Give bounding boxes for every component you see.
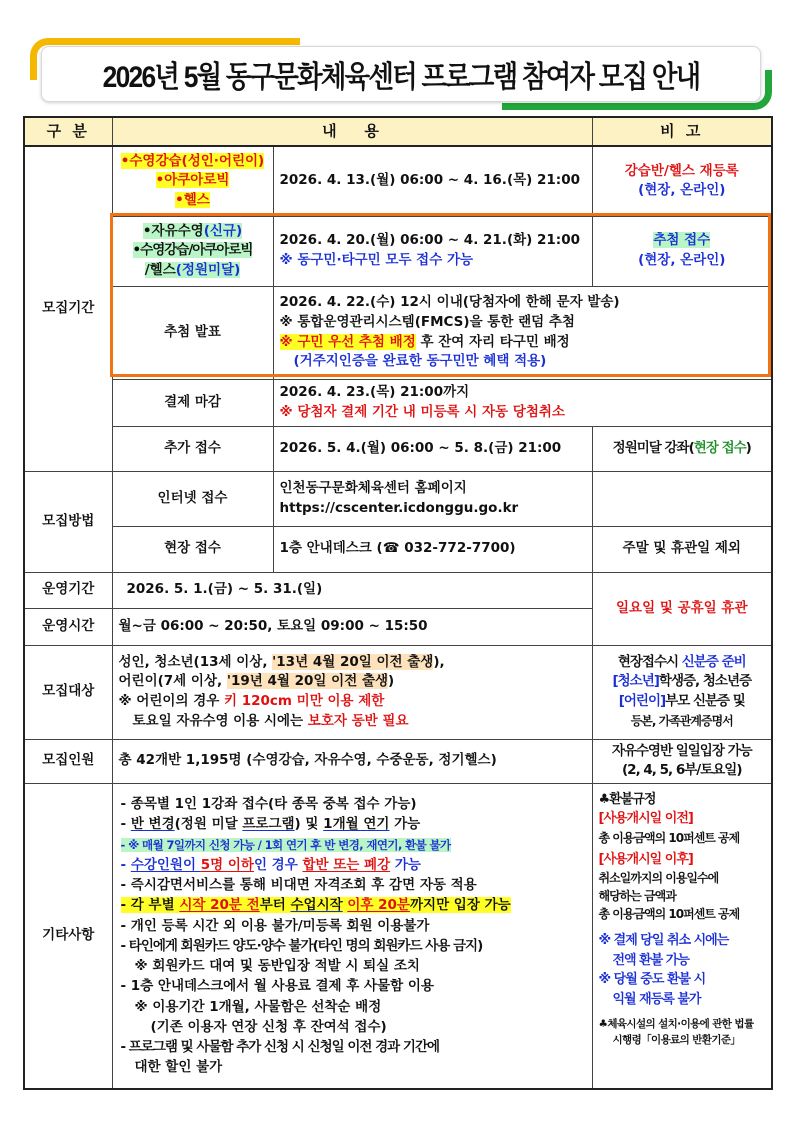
- note-text: ※ 동구민·타구민 모두 접수 가능: [279, 252, 474, 268]
- dates-cell: [273, 216, 592, 286]
- refund-note: ※ 당월 중도 환불 시: [598, 972, 706, 988]
- detail-text: 토요일 자유수영 이용 시에는: [132, 712, 308, 729]
- refund-after-text: 취소일까지의 이용일수에: [598, 871, 719, 886]
- sub-label-onsite: 현장 접수: [112, 526, 273, 572]
- refund-after-text: 총 이용금액의 10퍼센트 공제: [598, 907, 740, 922]
- header-content: 내 용: [112, 117, 592, 146]
- birthdate-text: '13년 4월 20일 이전 출생: [272, 653, 434, 670]
- detail-text: 2026. 4. 22.(수) 12시 이내(당첨자에 한해 문자 발송): [279, 294, 620, 311]
- detail-text: (거주지인증을 완료한 동구민만 혜택 적용): [293, 353, 547, 370]
- dates-cell: 2026. 5. 4.(월) 06:00 ~ 5. 8.(금) 21:00: [273, 426, 592, 471]
- refund-before-label: [사용개시일 이전]: [598, 811, 693, 827]
- onsite-details-cell: [273, 526, 592, 572]
- rule-item: [121, 835, 586, 855]
- banner-card: [41, 46, 761, 102]
- club-icon: ♣: [598, 1018, 608, 1031]
- rule-text: 시작 20분 전: [179, 897, 260, 914]
- remark-text: (현장, 온라인): [638, 182, 726, 199]
- row-label-operation-hours: 운영시간: [24, 608, 112, 645]
- rule-text: 이후 20분: [347, 897, 410, 914]
- header-category: 구 분: [24, 117, 112, 146]
- program-item: •수영강습(성인·어린이): [120, 152, 265, 169]
- rule-item: ※ 이용기간 1개월, 사물함은 선착순 배정: [134, 998, 382, 1015]
- remark-text: 부모 신분증 및: [665, 693, 745, 709]
- program-item: •헬스: [175, 192, 210, 209]
- remark-text: 정원미달 강좌(: [612, 439, 694, 456]
- remark-cell: [592, 146, 772, 216]
- page-title: 2026년 5월 동구문화체육센터 프로그램 참여자 모집 안내: [102, 61, 700, 94]
- row-label-headcount: 모집인원: [24, 739, 112, 783]
- phone-number: 032-772-7700): [399, 540, 516, 557]
- birthdate-text: '19년 4월 20일 이전 출생: [226, 673, 389, 690]
- remark-text: ): [745, 439, 751, 456]
- bullet: -: [120, 816, 131, 833]
- remark-text: [청소년]: [612, 673, 659, 690]
- recruitment-table: [23, 116, 773, 1090]
- detail-text: 2026. 4. 23.(목) 21:00까지: [279, 383, 470, 400]
- remark-cell: [592, 216, 772, 286]
- rule-text: 프로그램: [242, 816, 295, 833]
- remark-cell: [592, 645, 772, 739]
- highlight-text: ※ 구민 우선 추첨 배정: [279, 333, 416, 350]
- detail-text: 후 잔여 자리 타구민 배정: [415, 333, 570, 350]
- rule-text: 가능: [389, 816, 421, 833]
- sub-label-payment-deadline: 결제 마감: [112, 379, 273, 426]
- title-banner: [30, 38, 772, 110]
- table-row: [24, 426, 772, 471]
- law-text: 체육시설의 설치·이용에 관한 법률: [607, 1018, 754, 1031]
- online-details-cell: [273, 471, 592, 526]
- program-item: /헬스: [144, 261, 176, 278]
- remark-text: [어린이]: [618, 693, 666, 709]
- row-label-misc: 기타사항: [24, 783, 112, 1089]
- table-row: [24, 572, 772, 608]
- remark-cell: 주말 및 휴관일 제외: [592, 526, 772, 572]
- remark-text: 현장 접수: [693, 439, 746, 456]
- detail-text: ※ 어린이의 경우: [118, 693, 224, 709]
- club-icon: ♣: [598, 791, 610, 807]
- refund-before-text: 총 이용금액의 10퍼센트 공제: [598, 830, 740, 845]
- table-row: [24, 216, 772, 286]
- rule-text: 수강인원이: [130, 856, 201, 873]
- bullet: -: [120, 856, 131, 873]
- refund-after-text: 해당하는 금액과: [598, 889, 676, 904]
- detail-text: ※ 통합운영관리시스템(FMCS)을 통한 랜덤 추첨: [279, 313, 575, 330]
- refund-after-label: [사용개시일 이후]: [598, 851, 693, 867]
- detail-text: ),: [433, 653, 445, 670]
- remark-text: 추첨 접수: [653, 232, 711, 249]
- remark-cell: [592, 739, 772, 783]
- programs-cell: [112, 216, 273, 286]
- refund-title-text: 환불규정: [609, 791, 656, 807]
- website-link[interactable]: https://cscenter.icdonggu.go.kr: [279, 499, 519, 516]
- header-remarks: 비 고: [592, 117, 772, 146]
- remark-text: 현장접수시: [617, 653, 682, 670]
- operation-hours-value: 월~금 06:00 ~ 20:50, 토요일 09:00 ~ 15:50: [112, 608, 592, 645]
- row-label-target: 모집대상: [24, 645, 112, 739]
- phone-icon: ☎: [382, 540, 400, 557]
- rule-item: - 개인 등록 시간 외 이용 불가/미등록 회원 이용불가: [120, 917, 430, 934]
- operation-period-value: 2026. 5. 1.(금) ~ 5. 31.(일): [112, 572, 592, 608]
- remark-cell: [592, 471, 772, 526]
- table-row: [24, 739, 772, 783]
- programs-cell: [112, 146, 273, 216]
- rule-item: - 종목별 1인 1강좌 접수(타 종목 중복 접수 가능): [120, 796, 417, 813]
- remark-text: 자유수영반 일일입장 가능: [611, 742, 752, 759]
- program-item: •아쿠아로빅: [155, 172, 230, 189]
- rule-item: - 프로그램 및 사물함 추가 신청 시 신청일 이전 경과 기간에: [120, 1039, 440, 1056]
- sub-label-additional-registration: 추가 접수: [112, 426, 273, 471]
- sub-label-online: 인터넷 접수: [112, 471, 273, 526]
- rule-text: 부터: [259, 897, 291, 914]
- law-reference: [599, 1017, 766, 1033]
- headcount-value: 총 42개반 1,195명 (수영강습, 자유수영, 수중운동, 정기헬스): [112, 739, 592, 783]
- table-row: [24, 783, 772, 1089]
- rule-text: - 각 부별: [120, 897, 180, 914]
- rule-item: [121, 855, 586, 875]
- target-details-cell: [112, 645, 592, 739]
- detail-text: 1층 안내데스크 (: [279, 540, 383, 557]
- rule-item: - 즉시감면서비스를 통해 비대면 자격조회 후 감면 자동 적용: [120, 877, 477, 894]
- dates-cell: 2026. 4. 13.(월) 06:00 ~ 4. 16.(목) 21:00: [273, 146, 592, 216]
- table-row: [24, 379, 772, 426]
- row-label-operation-period: 운영기간: [24, 572, 112, 608]
- row-label-recruit-period: 모집기간: [24, 146, 112, 471]
- closed-days-remark: 일요일 및 공휴일 휴관: [592, 572, 772, 645]
- table-header-row: [24, 117, 772, 146]
- remark-text: 신분증 준비: [681, 653, 746, 670]
- program-tag: (신규): [203, 222, 243, 239]
- rule-text: 까지만 입장 가능: [409, 897, 511, 914]
- table-row: [24, 286, 772, 379]
- rule-item: - 1층 안내데스크에서 월 사용료 결제 후 사물함 이용: [120, 978, 434, 995]
- warning-text: ※ 당첨자 결제 기간 내 미등록 시 자동 당첨취소: [279, 403, 565, 420]
- rule-text: (정원 미달: [174, 816, 243, 833]
- sub-label-lottery-announcement: 추첨 발표: [112, 286, 273, 379]
- table-row: [24, 471, 772, 526]
- refund-policy-cell: [592, 783, 772, 1089]
- refund-note: ※ 결제 당일 취소 시에는: [598, 933, 729, 949]
- warning-text: 보호자 동반 필요: [307, 712, 409, 729]
- row-label-recruit-method: 모집방법: [24, 471, 112, 572]
- rule-item: 대한 할인 불가: [134, 1059, 223, 1076]
- detail-text: 인천동구문화체육센터 홈페이지: [279, 479, 467, 496]
- remark-text: (현장, 온라인): [638, 252, 726, 268]
- warning-text: 키 120cm 미만 이용 제한: [223, 693, 385, 709]
- rule-text: 가능: [390, 856, 421, 873]
- program-tag: (정원미달): [175, 261, 241, 278]
- table-row: [24, 645, 772, 739]
- program-item: •수영강습/아쿠아로빅: [132, 242, 253, 259]
- payment-details-cell: [273, 379, 772, 426]
- remark-text: 학생증, 청소년증: [658, 673, 752, 690]
- remark-text: (2, 4, 5, 6부/토요일): [622, 762, 742, 779]
- rule-item: (기존 이용자 연장 신청 후 잔여석 접수): [150, 1018, 387, 1035]
- detail-text: 어린이(7세 이상,: [118, 673, 227, 690]
- remark-text: 등본, 가족관계증명서: [630, 713, 733, 728]
- rule-item: ※ 회원카드 대여 및 동반입장 적발 시 퇴실 조치: [134, 958, 420, 975]
- rule-text: 1개월 연기: [323, 816, 390, 833]
- table-row: [24, 526, 772, 572]
- rule-text: 인 경우: [253, 856, 303, 873]
- rule-text: 수업시작: [290, 897, 343, 914]
- program-item: •자유수영: [142, 222, 204, 239]
- refund-note: 전액 환불 가능: [612, 952, 689, 968]
- refund-title: [599, 790, 766, 810]
- refund-note: 익월 재등록 불가: [612, 991, 701, 1007]
- table-row: [24, 146, 772, 216]
- rule-text: 합반 또는 폐강: [302, 856, 391, 873]
- rule-text: 반 변경: [130, 816, 175, 833]
- rule-item: [121, 814, 586, 834]
- lottery-details-cell: [273, 286, 772, 379]
- detail-text: ): [388, 673, 395, 690]
- remark-text: 강습반/헬스 재등록: [624, 162, 739, 179]
- misc-details-cell: [112, 783, 592, 1089]
- detail-text: 성인, 청소년(13세 이상,: [118, 653, 273, 670]
- rule-item: - 타인에게 회원카드 양도·양수 불가(타인 명의 회원카드 사용 금지): [120, 937, 483, 954]
- rule-text: 5명 이하: [200, 856, 254, 873]
- law-text: 시행령「이용료의 반환기준」: [612, 1033, 741, 1046]
- rule-item: [121, 895, 586, 915]
- remark-cell: [592, 426, 772, 471]
- date-range: 2026. 4. 20.(월) 06:00 ~ 4. 21.(화) 21:00: [279, 232, 580, 249]
- rule-text: - ※ 매월 7일까지 신청 가능 / 1회 연기 후 반 변경, 재연기, 환불 불가: [120, 837, 451, 852]
- rule-text: ) 및: [294, 816, 324, 833]
